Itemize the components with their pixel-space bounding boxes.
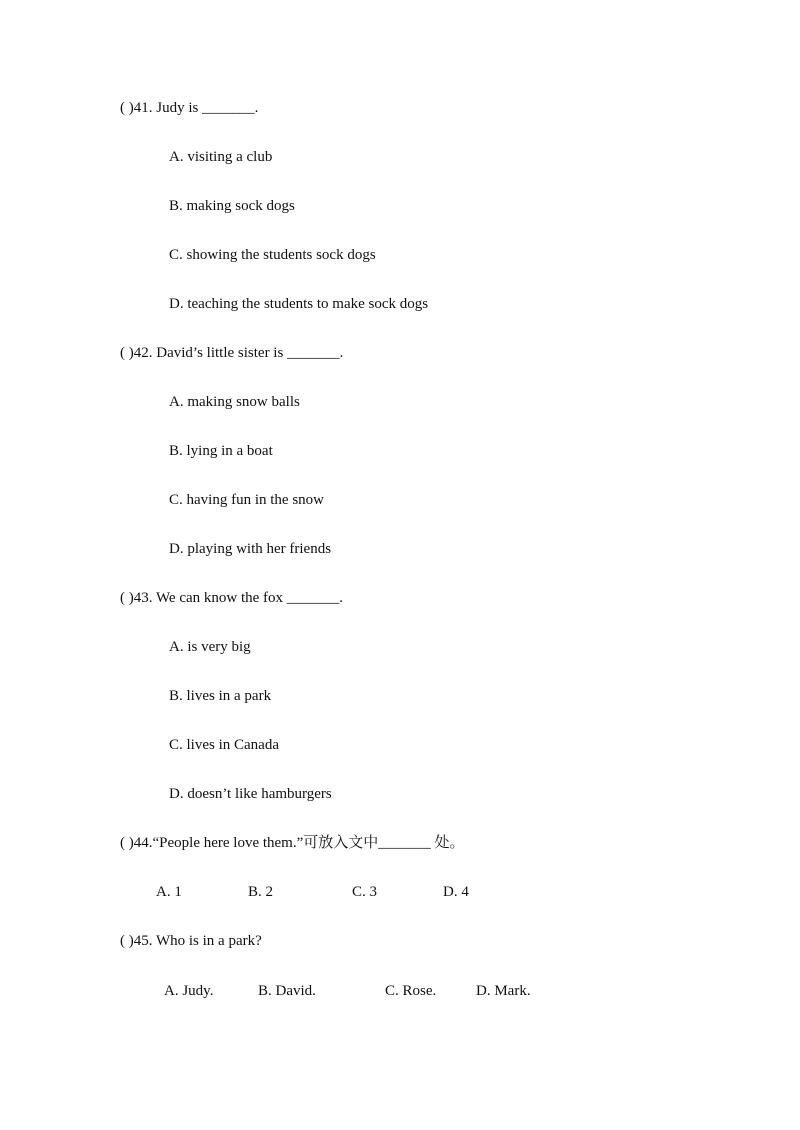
question-43-option-c: C. lives in Canada [169,737,279,753]
question-43-option-a: A. is very big [169,639,251,655]
question-44-option-d: D. 4 [443,884,469,900]
question-41-option-a: A. visiting a club [169,149,273,165]
question-43-stem: ( )43. We can know the fox _______. [120,590,344,606]
question-45-option-b: B. David. [258,983,316,999]
question-45-option-d: D. Mark. [476,983,531,999]
question-41-stem: ( )41. Judy is _______. [120,100,259,116]
question-42-option-d: D. playing with her friends [169,541,332,557]
question-41-option-d: D. teaching the students to make sock dogs [169,296,429,312]
question-44-stem: ( )44.“People here love them.”可放入文中_______ 处。 [120,835,465,851]
question-41-option-c: C. showing the students sock dogs [169,247,376,263]
question-45-stem: ( )45. Who is in a park? [120,933,262,949]
question-45-option-c: C. Rose. [385,983,437,999]
question-43-option-d: D. doesn’t like hamburgers [169,786,332,802]
question-44-option-b: B. 2 [248,884,274,900]
question-42-option-c: C. having fun in the snow [169,492,324,508]
question-43-option-b: B. lives in a park [169,688,272,704]
question-42-option-b: B. lying in a boat [169,443,273,459]
question-42-stem: ( )42. David’s little sister is _______. [120,345,344,361]
question-45-option-a: A. Judy. [164,983,214,999]
question-42-option-a: A. making snow balls [169,394,300,410]
question-44-option-c: C. 3 [352,884,378,900]
question-41-option-b: B. making sock dogs [169,198,295,214]
question-44-option-a: A. 1 [156,884,182,900]
